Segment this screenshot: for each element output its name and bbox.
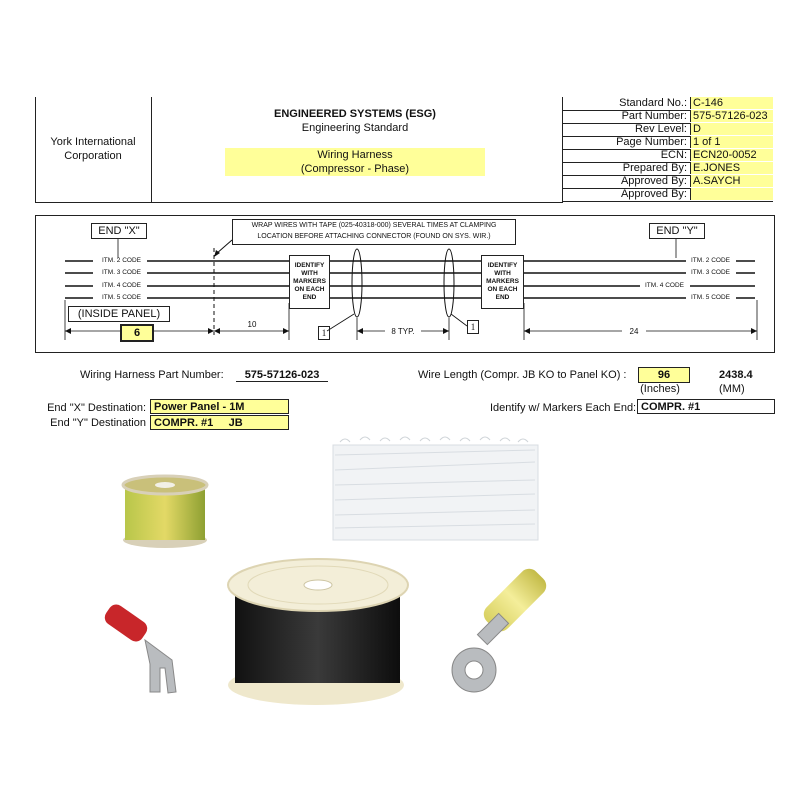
wire-length-inches-unit: (Inches) [640,383,680,395]
clamp-marker-left: 1 [318,326,330,340]
identify-line: MARKERS [486,278,519,285]
inside-panel-label: (INSIDE PANEL) [68,306,170,322]
wire-length-mm: 2438.4 [719,369,753,381]
wire-label-right: ITM. 4 CODE [645,282,685,289]
dim-8-typ: 8 TYP. [385,327,421,336]
wire-label-left: ITM. 3 CODE [102,269,142,276]
header-field-label: Approved By: [620,188,687,200]
identify-line: IDENTIFY [487,262,518,269]
wrap-note-line2: LOCATION BEFORE ATTACHING CONNECTOR (FOUND ON SYS. WIR.) [257,233,491,240]
black-wire-spool [228,559,408,705]
company-name: York International Corporation [50,136,136,162]
identify-line: MARKERS [293,278,326,285]
wire-label-left: ITM. 5 CODE [102,294,142,301]
identify-line: ON EACH [294,286,325,293]
identify-line: IDENTIFY [294,262,325,269]
harness-pn-value: 575-57126-023 [236,369,328,382]
identify-markers-value: COMPR. #1 [637,399,775,414]
identify-markers-label: Identify w/ Markers Each End: [490,402,637,414]
wire-label-right: ITM. 3 CODE [691,269,731,276]
dim-24: 24 [622,327,646,336]
identify-line: WITH [301,270,318,277]
header-field-label: Prepared By: [622,162,687,174]
end-y-label: END "Y" [649,223,705,239]
header-field-label: Part Number: [621,110,687,122]
header-field-value: E.JONES [690,162,773,174]
end-x-label: END "X" [91,223,147,239]
header-field-label: Rev Level: [635,123,687,135]
wire-label-right: ITM. 2 CODE [691,257,731,264]
page-subtitle: Engineering Standard [301,122,409,134]
end-y-destination-value: COMPR. #1 JB [150,415,289,430]
header-field-value: C-146 [690,97,773,109]
wire-length-label: Wire Length (Compr. JB KO to Panel KO) : [418,369,627,381]
white-cable-ties [333,437,538,540]
header-field-value: ECN20-0052 [690,149,773,161]
green-yellow-wire-spool [123,476,207,548]
page-title: ENGINEERED SYSTEMS (ESG) [274,108,436,120]
doc-title-line2: (Compressor - Phase) [300,163,410,175]
inside-panel-value: 6 [120,324,154,342]
end-y-destination-label: End "Y" Destination [50,417,146,429]
identify-line: END [495,294,510,301]
yellow-ring-terminal [452,565,550,692]
header-field-label: Page Number: [616,136,687,148]
header-field-value: 1 of 1 [690,136,773,148]
wrap-note-line1: WRAP WIRES WITH TAPE (025-40318-000) SEVERAL TIMES AT CLAMPING [251,222,497,229]
wire-length-mm-unit: (MM) [719,383,745,395]
header-field-value: D [690,123,773,135]
header-field-label: Standard No.: [619,97,687,109]
clamp-marker-right: 1 [467,320,479,334]
identify-line: ON EACH [487,286,518,293]
wire-label-left: ITM. 4 CODE [102,282,142,289]
header-field-label: ECN: [660,149,687,161]
end-x-destination-value: Power Panel - 1M [150,399,289,414]
dim-10: 10 [240,320,264,329]
wire-label-left: ITM. 2 CODE [102,257,142,264]
header-field-label: Approved By: [620,175,687,187]
end-x-destination-label: End "X" Destination: [47,402,146,414]
harness-pn-label: Wiring Harness Part Number: [80,369,224,381]
red-spade-terminal [102,601,176,693]
doc-title-line1: Wiring Harness [317,149,393,161]
identify-line: WITH [494,270,511,277]
wire-label-right: ITM. 5 CODE [691,294,731,301]
header-field-value: 575-57126-023 [690,110,773,122]
header-field-value: A.SAYCH [690,175,773,187]
identify-line: END [302,294,317,301]
wire-length-inches: 96 [638,367,690,383]
